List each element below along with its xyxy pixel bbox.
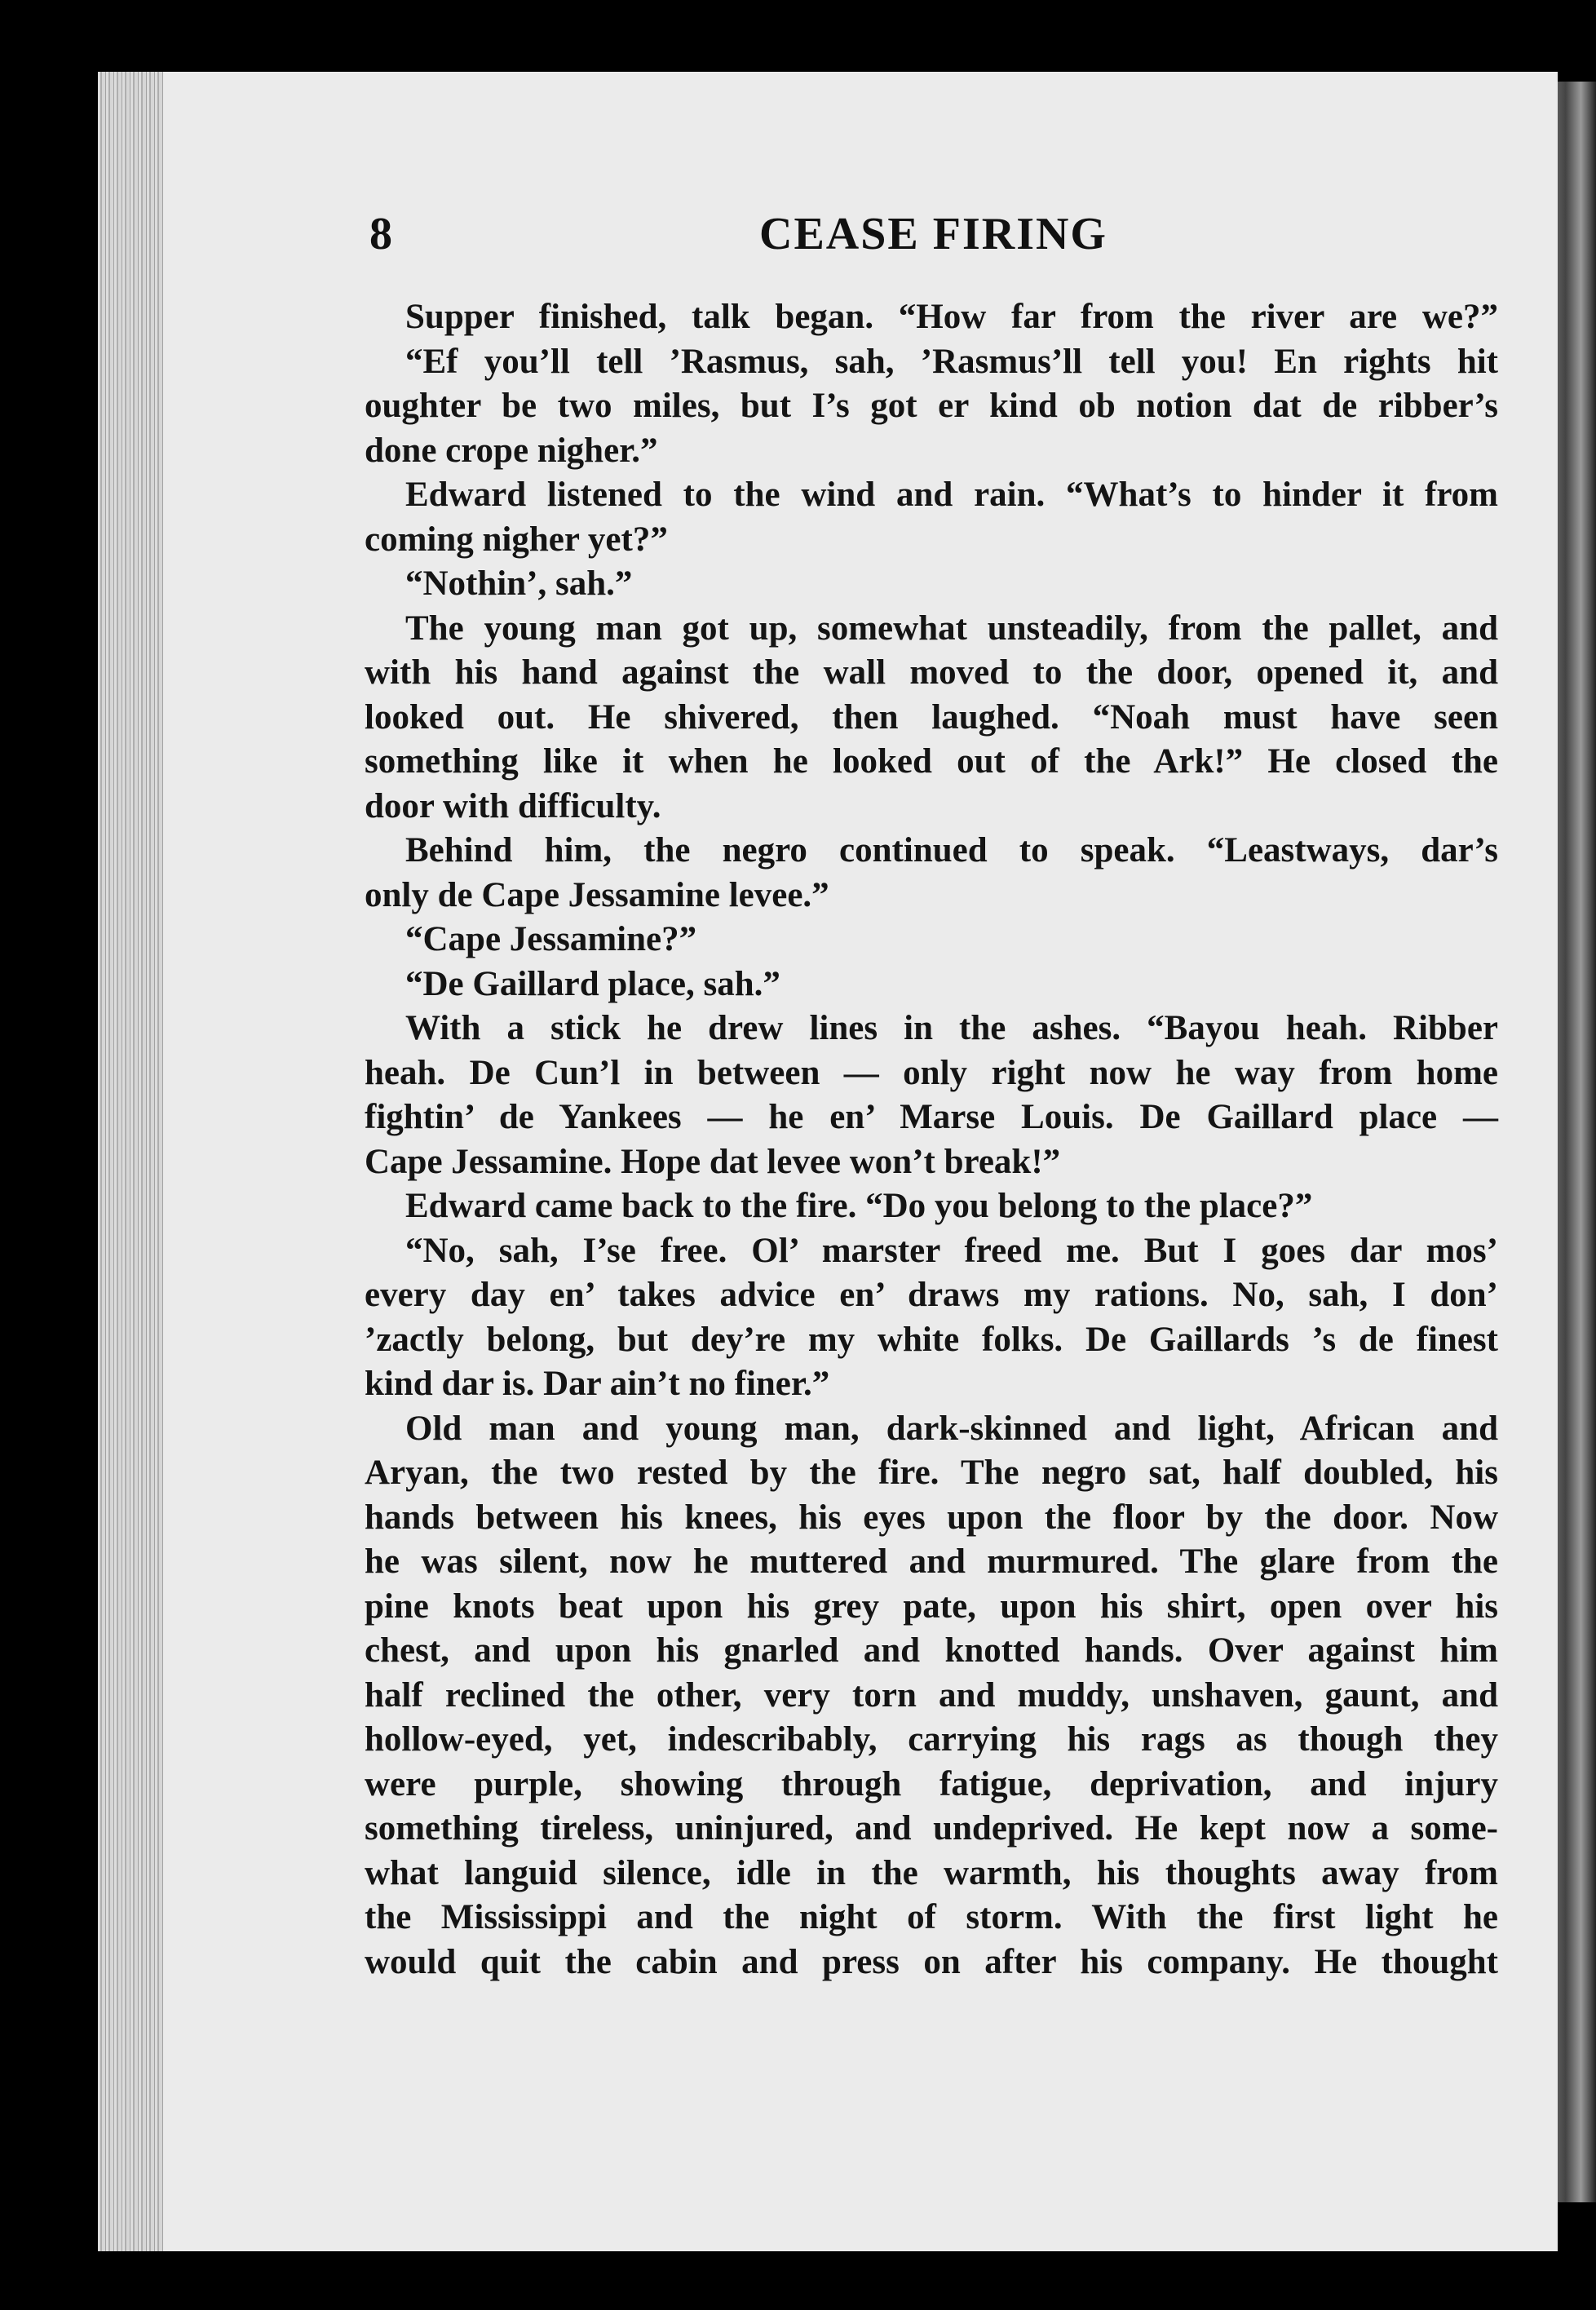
body-text	[365, 295, 1498, 1985]
text-line: something like it when he looked out of the Ark!” He closed the	[365, 742, 1498, 781]
page-number: 8	[369, 209, 392, 259]
text-line: looked out. He shivered, then laughed. “Noah must have seen	[365, 697, 1498, 737]
text-line: heah. De Cun’l in between — only right now he way from home	[365, 1053, 1498, 1092]
text-line: With a stick he drew lines in the ashes. “Bayou heah. Ribber	[405, 1009, 1498, 1047]
text-line: pine knots beat upon his grey pate, upon his shirt, open over his	[365, 1586, 1498, 1626]
text-line: “Nothin’, sah.”	[405, 564, 633, 603]
text-line: The young man got up, somewhat unsteadily, from the pallet, and	[405, 608, 1498, 648]
text-line: Supper finished, talk began. “How far from the river are we?”	[405, 298, 1498, 336]
text-line: door with difficulty.	[365, 786, 661, 825]
text-line: with his hand against the wall moved to the door, opened it, and	[365, 653, 1498, 692]
text-line: Aryan, the two rested by the fire. The negro sat, half doubled, his	[365, 1454, 1498, 1492]
text-line: Behind him, the negro continued to speak. “Leastways, dar’s	[405, 831, 1498, 870]
text-line: coming nigher yet?”	[365, 520, 668, 559]
text-line: would quit the cabin and press on after his company. He thought	[365, 1942, 1498, 1981]
text-line: oughter be two miles, but I’s got er kind ob notion dat de ribber’s	[365, 387, 1498, 425]
text-line: “De Gaillard place, sah.”	[405, 964, 780, 1003]
text-line: “Ef you’ll tell ’Rasmus, sah, ’Rasmus’ll tell you! En rights hit	[405, 342, 1498, 381]
text-line: done crope nigher.”	[365, 431, 658, 470]
text-line: hands between his knees, his eyes upon the floor by the door. Now	[365, 1498, 1498, 1537]
text-line: fightin’ de Yankees — he en’ Marse Louis. De Gaillard place —	[365, 1098, 1498, 1136]
text-line: Edward listened to the wind and rain. “What’s to hinder it from	[405, 476, 1498, 514]
text-line: “Cape Jessamine?”	[405, 920, 697, 958]
page-edge-stack	[98, 72, 163, 2251]
text-line: Old man and young man, dark-skinned and light, African and	[405, 1409, 1498, 1448]
text-line: ’zactly belong, but dey’re my white folks. De Gaillards ’s de finest	[365, 1320, 1498, 1359]
text-line: hollow-eyed, yet, indescribably, carrying his rags as though they	[365, 1720, 1498, 1759]
text-line: were purple, showing through fatigue, deprivation, and injury	[365, 1764, 1498, 1803]
text-line: kind dar is. Dar ain’t no finer.”	[365, 1365, 830, 1403]
text-line: what languid silence, idle in the warmth, his thoughts away from	[365, 1853, 1498, 1892]
text-line: only de Cape Jessamine levee.”	[365, 875, 829, 914]
text-line: Cape Jessamine. Hope dat levee won’t break!”	[365, 1142, 1061, 1181]
text-line: the Mississippi and the night of storm. With the first light he	[365, 1898, 1498, 1936]
text-line: “No, sah, I’se free. Ol’ marster freed me. But I goes dar mos’	[405, 1231, 1498, 1270]
page-header	[365, 208, 1502, 273]
text-line: he was silent, now he muttered and murmured. The glare from the	[365, 1542, 1498, 1581]
text-line: every day en’ takes advice en’ draws my rations. No, sah, I don’	[365, 1276, 1498, 1314]
text-line: half reclined the other, very torn and muddy, unshaven, gaunt, and	[365, 1675, 1498, 1715]
text-line: Edward came back to the fire. “Do you belong to the place?”	[405, 1187, 1313, 1225]
text-line: chest, and upon his gnarled and knotted hands. Over against him	[365, 1631, 1498, 1670]
text-line: something tireless, uninjured, and undeprived. He kept now a some-	[365, 1809, 1498, 1848]
running-title: CEASE FIRING	[759, 209, 1107, 259]
